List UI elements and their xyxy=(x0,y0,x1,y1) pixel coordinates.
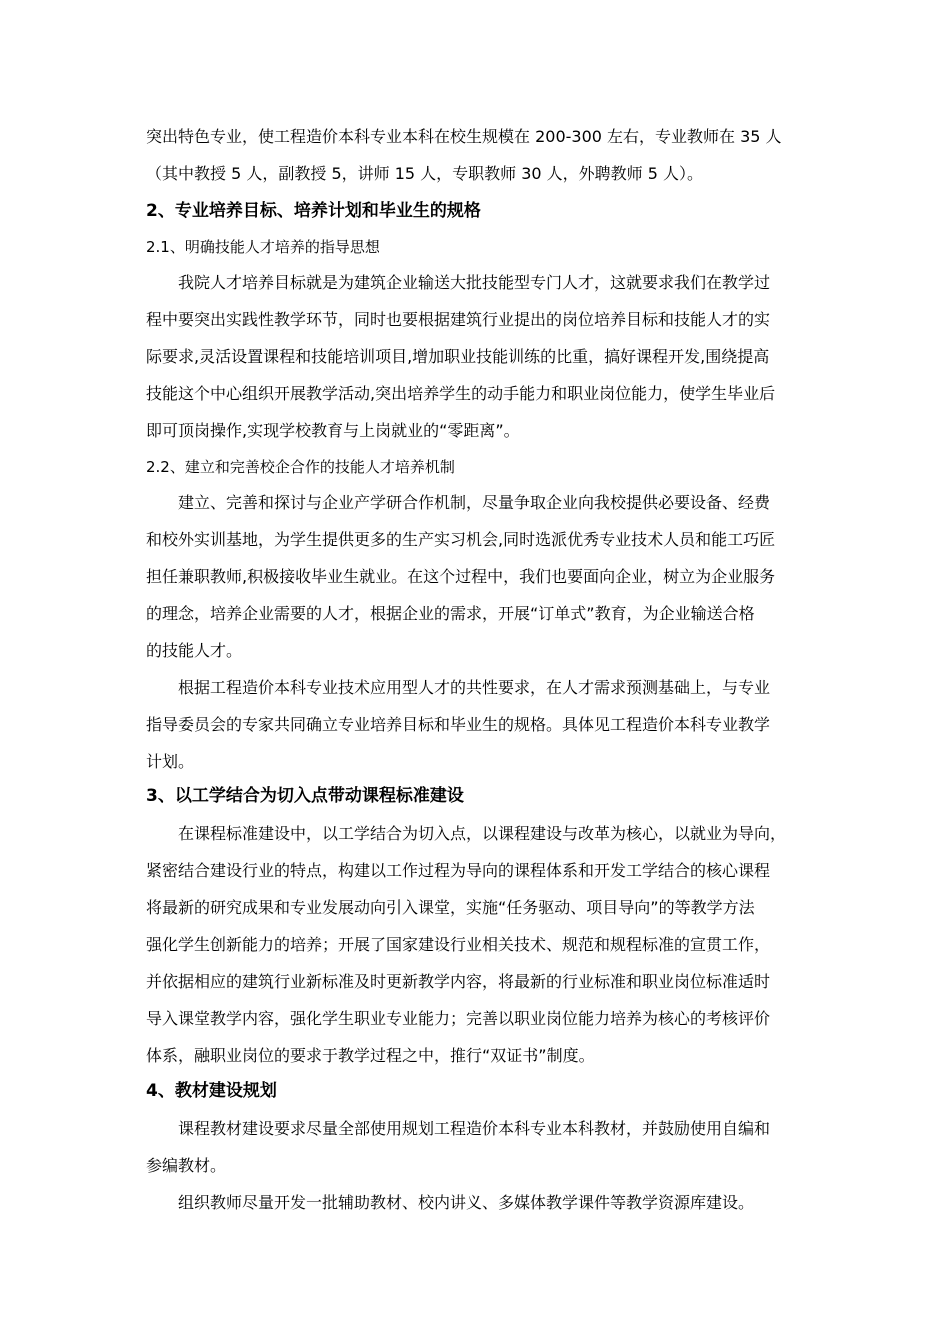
paragraph-specification xyxy=(146,669,818,780)
text-line: 将最新的研究成果和专业发展动向引入课堂，实施“任务驱动、项目导向”的等教学方法 xyxy=(146,898,755,917)
heading-training-goals xyxy=(146,193,818,229)
heading-course-standards xyxy=(146,778,818,814)
text-line: 和校外实训基地，为学生提供更多的生产实习机会,同时选派优秀专业技术人员和能工巧匠 xyxy=(146,530,776,549)
text-line: 建立、完善和探讨与企业产学研合作机制，尽量争取企业向我校提供必要设备、经费 xyxy=(178,493,771,512)
section-heading: 3、以工学结合为切入点带动课程标准建设 xyxy=(146,786,464,806)
section-heading: 4、教材建设规划 xyxy=(146,1081,277,1101)
text-line: 组织教师尽量开发一批辅助教材、校内讲义、多媒体教学课件等教学资源库建设。 xyxy=(178,1193,755,1212)
paragraph-course-standards xyxy=(146,815,818,1074)
text-line: 计划。 xyxy=(146,752,195,771)
text-line: 的技能人才。 xyxy=(146,641,243,660)
paragraph-guiding-idea xyxy=(146,264,818,449)
text-line: 根据工程造价本科专业技术应用型人才的共性要求，在人才需求预测基础上，与专业 xyxy=(178,678,771,697)
paragraph-school-enterprise xyxy=(146,484,818,669)
text-line: 技能这个中心组织开展教学活动,突出培养学生的动手能力和职业岗位能力，使学生毕业后 xyxy=(146,384,776,403)
text-line: （其中教授 5 人，副教授 5，讲师 15 人，专职教师 30 人，外聘教师 5 人）。 xyxy=(146,164,704,183)
text-line: 课程教材建设要求尽量全部使用规划工程造价本科专业本科教材，并鼓励使用自编和 xyxy=(178,1119,771,1138)
text-line: 参编教材。 xyxy=(146,1156,227,1175)
paragraph-textbooks xyxy=(146,1110,818,1184)
text-line: 导入课堂教学内容，强化学生职业专业能力；完善以职业岗位能力培养为核心的考核评价 xyxy=(146,1009,771,1028)
paragraph-enrollment xyxy=(146,118,818,192)
section-heading: 2、专业培养目标、培养计划和毕业生的规格 xyxy=(146,201,481,221)
text-line: 的理念，培养企业需要的人才，根据企业的需求，开展“订单式”教育，为企业输送合格 xyxy=(146,604,755,623)
text-line: 紧密结合建设行业的特点，构建以工作过程为导向的课程体系和开发工学结合的核心课程 xyxy=(146,861,771,880)
heading-textbook-plan xyxy=(146,1073,818,1109)
subsection-heading: 2.2、建立和完善校企合作的技能人才培养机制 xyxy=(146,458,455,476)
text-line: 强化学生创新能力的培养；开展了国家建设行业相关技术、规范和规程标准的宣贯工作， xyxy=(146,935,771,954)
text-line: 指导委员会的专家共同确立专业培养目标和毕业生的规格。具体见工程造价本科专业教学 xyxy=(146,715,771,734)
text-line: 并依据相应的建筑行业新标准及时更新教学内容，将最新的行业标准和职业岗位标准适时 xyxy=(146,972,771,991)
text-line: 我院人才培养目标就是为建筑企业输送大批技能型专门人才，这就要求我们在教学过 xyxy=(178,273,771,292)
paragraph-teaching-resources xyxy=(146,1184,818,1221)
text-line: 担任兼职教师,积极接收毕业生就业。在这个过程中，我们也要面向企业，树立为企业服务 xyxy=(146,567,776,586)
text-line: 即可顶岗操作,实现学校教育与上岗就业的“零距离”。 xyxy=(146,421,520,440)
text-line: 际要求,灵活设置课程和技能培训项目,增加职业技能训练的比重，搞好课程开发,围绕提高 xyxy=(146,347,770,366)
subsection-heading: 2.1、明确技能人才培养的指导思想 xyxy=(146,238,380,256)
text-line: 体系，融职业岗位的要求于教学过程之中，推行“双证书”制度。 xyxy=(146,1046,595,1065)
text-line: 在课程标准建设中，以工学结合为切入点，以课程建设与改革为核心，以就业为导向， xyxy=(178,824,787,843)
subheading-2-1 xyxy=(146,229,818,265)
text-line: 程中要突出实践性教学环节，同时也要根据建筑行业提出的岗位培养目标和技能人才的实 xyxy=(146,310,771,329)
subheading-2-2 xyxy=(146,449,818,485)
text-line: 突出特色专业，使工程造价本科专业本科在校生规模在 200-300 左右，专业教师在 35 人 xyxy=(146,127,782,146)
